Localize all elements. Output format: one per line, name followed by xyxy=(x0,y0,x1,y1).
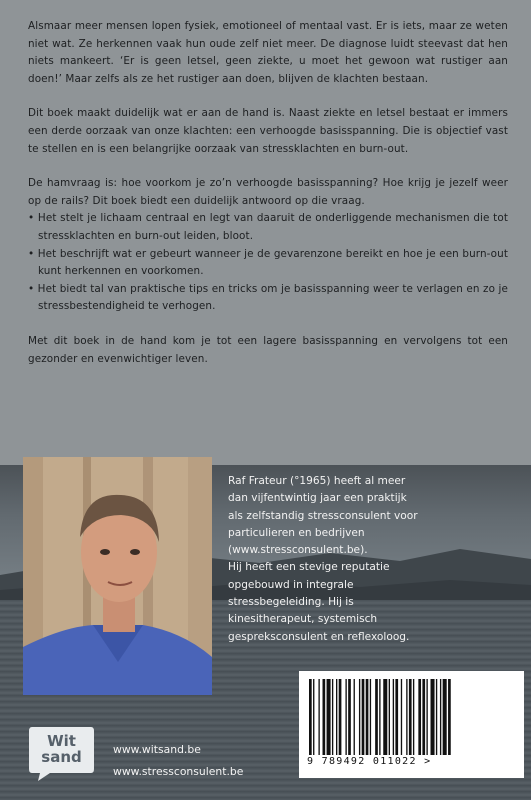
author-bio-line: particulieren en bedrijven xyxy=(228,526,365,539)
author-website-link[interactable]: www.stressconsulent.be xyxy=(113,765,244,778)
barcode-bar xyxy=(395,679,398,755)
isbn-barcode xyxy=(299,671,524,778)
author-bio-line: als zelfstandig stressconsulent voor xyxy=(228,509,418,522)
barcode-bar xyxy=(431,679,435,755)
barcode-bar xyxy=(440,679,441,755)
publisher-website-link[interactable]: www.witsand.be xyxy=(113,743,201,756)
description-paragraph-intro: De hamvraag is: hoe voorkom je zo’n verhoogde basisspanning? Hoe krijg je jezelf weer op de rails? Dit boek biedt een duidelijk antwoord op die vraag. xyxy=(28,177,508,207)
author-bio-line: Raf Frateur (°1965) heeft al meer xyxy=(228,475,406,487)
barcode-bar xyxy=(345,679,346,755)
barcode-bar xyxy=(401,679,402,755)
barcode-bar xyxy=(309,679,312,755)
barcode-bar xyxy=(413,679,414,755)
author-bio-line: opgebouwd in integrale xyxy=(228,578,354,591)
barcode-bar xyxy=(318,679,319,755)
book-description xyxy=(28,18,508,385)
publisher-logo-line: sand xyxy=(41,748,82,766)
author-bio-line: dan vijfentwintig jaar een praktijk xyxy=(228,492,407,505)
author-photo xyxy=(23,457,212,695)
barcode-bar xyxy=(379,679,380,755)
barcode-bar xyxy=(375,679,378,755)
description-bullet: • Het stelt je lichaam centraal en legt van daaruit de onderliggende mechanismen die tot stressklachten en burn-out leiden, bloot. xyxy=(28,212,508,242)
publisher-logo xyxy=(26,723,97,783)
barcode-bar xyxy=(383,679,387,755)
barcode-bar xyxy=(436,679,437,755)
barcode-bar xyxy=(389,679,390,755)
barcode-bar xyxy=(313,679,314,755)
barcode-bar xyxy=(339,679,342,755)
description-paragraph: Alsmaar meer mensen lopen fysiek, emotioneel of mentaal vast. Er is iets, maar ze weten niet wat. Ze herkennen vaak hun oude zelf niet meer. De diagnose luidt steevast dat hen niets mankeert. ‘Er is geen letsel, geen ziekte, u moet het gewoon wat rustiger aan doen!’ Maar zelfs als ze het rustiger aan doen, blijven de klachten bestaan. xyxy=(28,20,508,85)
barcode-bar xyxy=(370,679,371,755)
barcode-bar xyxy=(366,679,369,755)
publisher-logo-text xyxy=(26,733,97,765)
barcode-bar xyxy=(332,679,333,755)
barcode-bar xyxy=(406,679,407,755)
author-bio-line: Hij heeft een stevige reputatie xyxy=(228,561,390,574)
barcode-bar xyxy=(362,679,365,755)
barcode-bar xyxy=(422,679,425,755)
barcode-bar xyxy=(418,679,421,755)
author-portrait-illustration xyxy=(23,457,212,695)
barcode-bar xyxy=(443,679,447,755)
barcode-bar xyxy=(323,679,326,755)
author-bio xyxy=(228,473,528,646)
barcode-bar xyxy=(359,679,360,755)
publisher-logo-line: Wit xyxy=(47,732,76,750)
author-bio-line: kinesitherapeut, systemisch xyxy=(228,613,378,626)
barcode-bar xyxy=(354,679,355,755)
author-bio-line: stressbegeleiding. Hij is xyxy=(228,596,354,609)
publisher-links xyxy=(113,739,243,783)
barcode-bar xyxy=(393,679,394,755)
description-bullet: • Het biedt tal van praktische tips en tricks om je basisspanning weer te verlagen en zo je stressbestendigheid te verhogen. xyxy=(28,282,508,313)
barcode-digits: 9 789492 011022 > xyxy=(307,756,432,767)
barcode-bar xyxy=(327,679,331,755)
author-bio-line: gespreksconsulent en reflexoloog. xyxy=(228,630,410,643)
barcode-bar xyxy=(336,679,337,755)
description-paragraph-with-bullets xyxy=(28,175,508,316)
description-paragraph: Dit boek maakt duidelijk wat er aan de hand is. Naast ziekte en letsel bestaat er immers een derde oorzaak van onze klachten: een verhoogde basisspanning. Die is objectief vast te stellen en is een belangrijke oorzaak van stressklachten en burn-out. xyxy=(28,107,508,155)
barcode-bar xyxy=(448,679,451,755)
barcode-bar xyxy=(348,679,351,755)
description-paragraph: Met dit boek in de hand kom je tot een lagere basisspanning en vervolgens tot een gezonder en evenwichtiger leven. xyxy=(28,334,508,365)
barcode-bars xyxy=(299,671,524,756)
barcode-bar xyxy=(409,679,412,755)
barcode-bar xyxy=(426,679,427,755)
description-bullet: • Het beschrijft wat er gebeurt wanneer je de gevarenzone bereikt en hoe je een burn-out kunt herkennen en voorkomen. xyxy=(28,247,508,278)
author-bio-line: (www.stressconsulent.be). xyxy=(228,544,368,557)
